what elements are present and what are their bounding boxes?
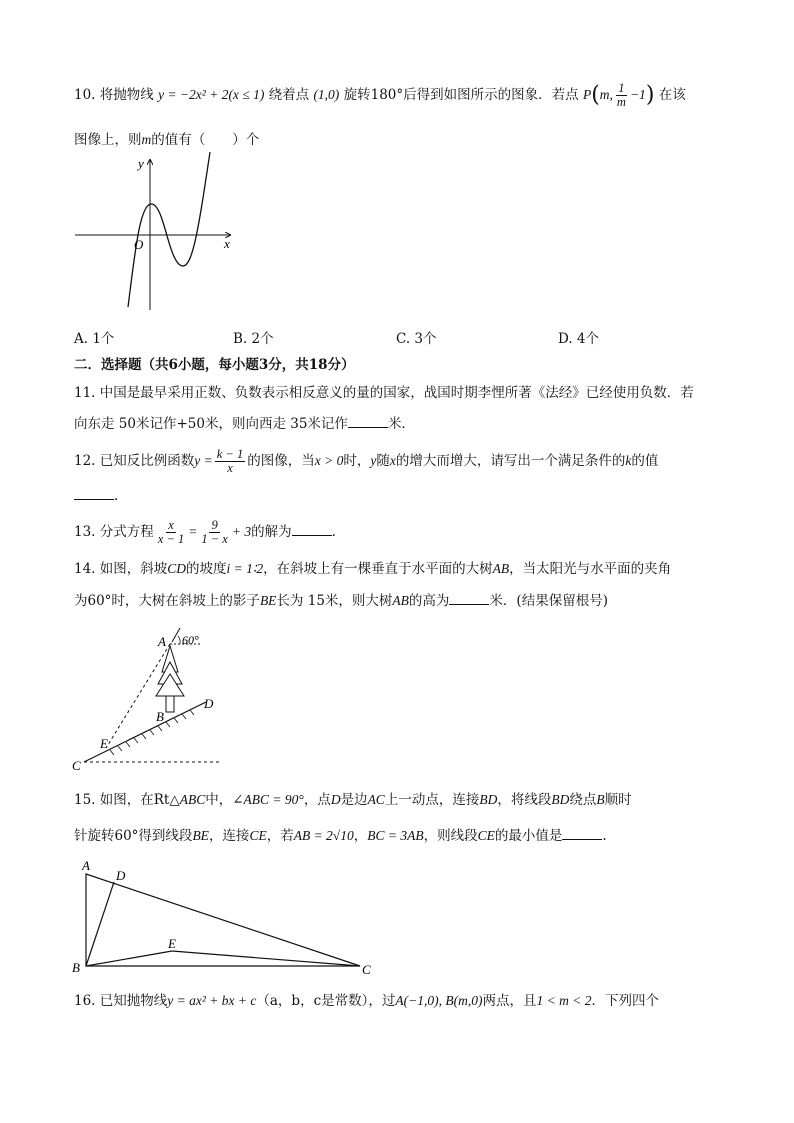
q10-option-b[interactable]: B. 2个 [233,331,274,347]
q15-l2e: ，则线段 [423,828,478,844]
sun-ray-incoming [172,628,180,642]
segment-bd [86,882,114,966]
q10-number: 10. [74,87,96,103]
q15-bd: BD [479,792,498,807]
q12-mid: 的图像，当 [247,453,315,469]
q12-den: x [227,461,233,475]
q16-pts: A(−1,0), B(m,0) [395,993,483,1008]
q10-p-tail: −1 [629,87,646,102]
q14-l1d: ，当太阳光与水平面的夹角 [509,561,672,577]
q13-plus: + 3 [231,524,252,539]
q15-be: BE [192,828,209,843]
q11-line2 [74,413,415,434]
q15-b: B [596,792,605,807]
q12-head: 12. 已知反比例函数 [74,453,195,469]
q14-line2 [74,590,608,611]
q13-tail: 的解为 [251,524,292,540]
label-d: D [204,696,214,711]
graph-y-label: y [138,156,144,171]
q13-answer-blank[interactable] [292,521,332,536]
segment-be [86,951,172,966]
q15-ce: CE [249,828,267,843]
q10-equation: y = −2x² + 2(x ≤ 1) [158,87,265,102]
q14-l1b: 的坡度 [186,561,227,577]
q15-l1g: 绕点 [569,792,597,808]
q10-p-label: P [582,87,592,102]
q13-line [74,519,336,546]
q10-text-a: 将抛物线 [99,87,154,103]
q12-line1 [74,448,658,475]
q14-ab2: AB [392,593,409,608]
q12-num: k − 1 [216,447,244,461]
q11-line2-a: 向东走 50米记作+50米，则向西走 35米记作 [74,416,348,432]
q12-tail: 的增大而增大，请写出一个满足条件的 [395,453,626,469]
q15-ce2: CE [477,828,495,843]
q13-d2: 1 − x [201,532,228,546]
q13-n2: 9 [211,518,218,532]
q12-mid2: 时， [343,453,371,469]
angle-arc [178,636,180,644]
q15-bd2: BD [551,792,570,807]
q10-option-a[interactable]: A. 1个 [74,331,115,347]
q15-abc: ABC [179,792,206,807]
q12-line2-end: . [114,488,119,504]
q11-answer-blank[interactable] [348,413,388,428]
label-a: A [158,634,166,649]
section-2-heading: 二．选择题（共6小题，每小题3分，共18分） [74,357,355,373]
q10-var-m: m [141,132,152,147]
q16-mid: （a，b，c是常数），过 [256,993,396,1009]
q15-l1c: ，点 [303,792,331,808]
q15-l1e: 上一动点，连接 [384,792,480,808]
label-angle: 60° [182,633,199,647]
q16-mid2: 两点，且 [482,993,537,1009]
q10-point: (1,0) [313,87,340,102]
label-b: B [156,709,164,724]
q13-frac1 [156,519,186,546]
q13-end: . [331,524,336,540]
q15-l1f: ，将线段 [497,792,552,808]
q15-ac: AC [367,792,385,807]
q12-y-eq: y = [194,453,213,468]
q10-line2 [74,130,259,150]
q15-l2c: ，若 [266,828,294,844]
q13-frac2 [199,519,229,546]
q15-line2 [74,825,607,846]
q14-ab: AB [492,561,510,576]
q10-p-m: m, [599,87,613,102]
q16-line1 [74,991,659,1011]
q12-cond: x > 0 [314,453,344,468]
q15-l1h: 顺时 [604,792,632,808]
q15-l2f: 的最小值是 [494,828,563,844]
q16-head: 16. 已知抛物线 [74,993,168,1009]
q10-option-c[interactable]: C. 3个 [396,331,437,347]
q14-l1c: ，在斜坡上有一棵垂直于水平面的大树 [263,561,493,577]
q15-l1a: 15. 如图，在Rt△ [74,792,180,808]
q14-l1a: 14. 如图，斜坡 [74,561,168,577]
q13-d1: x − 1 [157,532,185,546]
q15-d: D [330,792,341,807]
q15-l1b: 中， [205,792,233,808]
label-b: B [72,960,80,975]
label-e: E [168,936,176,951]
q15-bc-eq: BC = 3AB [367,828,424,843]
q15-line1 [74,790,632,810]
q14-l2c: 的高为 [408,593,450,609]
q12-line2 [74,485,118,506]
q12-y: y [370,453,377,468]
q10-option-d[interactable]: D. 4个 [558,331,600,347]
q16-cond: 1 < m < 2 [536,993,592,1008]
q14-cd: CD [167,561,187,576]
q13-eq: = [188,524,198,539]
label-e: E [100,736,108,751]
q15-l2d: ， [353,828,368,844]
q15-l1d: 是边 [340,792,368,808]
q15-triangle-figure [70,856,390,978]
label-c: C [362,962,371,977]
graph-x-label: x [224,236,230,251]
q15-angle: ∠ABC = 90° [232,792,304,807]
q16-tail: ．下列四个 [591,993,659,1009]
slope-hatches [110,710,194,755]
tree [156,646,184,712]
q10-text-d: 在该 [658,87,686,103]
q15-end: . [602,828,607,844]
q10-line1: 10. 将抛物线 y = −2x² + 2(x ≤ 1) 绕着点 (1,0) 旋转180°后得到如图所示的图象．若点 P(m, $\frac{1}{m}$ −1) 在该 [74,81,686,109]
slope-cd [84,702,206,762]
segment-ec [172,951,360,966]
q12-frac [215,448,245,475]
q12-mid3: 随 [376,453,390,469]
q13-head: 13. 分式方程 [74,524,154,540]
q13-n1: x [168,518,174,532]
q14-l2d: 米．(结果保留根号) [489,593,608,609]
q12-answer-blank[interactable] [74,485,114,500]
q14-answer-blank[interactable] [449,590,489,605]
q10-line2-text: 图像上，则 [74,132,142,148]
label-a: A [82,858,90,873]
q11-line2-b: 米． [387,416,415,432]
q16-eq: y = ax² + bx + c [167,993,257,1008]
q14-line1 [74,559,671,579]
q10-p-frac [615,82,628,109]
q10-line2-tail: 的值有（ ）个 [151,132,260,148]
curve [128,152,210,307]
q15-l2b: ，连接 [208,828,250,844]
q12-end: 的值 [631,453,659,469]
q14-slope-tree-figure [70,622,250,772]
q10-p-den: m [616,95,626,109]
graph-origin-label: O [134,237,144,252]
q11-line1: 11. 中国是最早采用正数、负数表示相反意义的量的国家，战国时期李悝所著《法经》已经使用负数．若 [74,385,694,401]
label-d: D [116,868,126,883]
q10-cubic-graph [70,152,245,314]
q14-be: BE [259,593,277,608]
q15-answer-blank[interactable] [562,825,602,840]
q12-x: x [389,453,396,468]
q14-l2a: 为60°时，大树在斜坡上的影子 [74,593,260,609]
q14-l2b: 长为 15米，则大树 [276,593,393,609]
q10-text-b: 绕着点 [268,87,310,103]
q15-l2a: 针旋转60°得到线段 [74,828,193,844]
q14-slope: i = 1∶2 [226,561,264,576]
triangle-abc [86,874,360,966]
q12-k: k [625,453,632,468]
q15-ab-eq: AB = 2√10 [293,828,354,843]
q10-text-c: 旋转180°后得到如图所示的图象．若点 [343,87,579,103]
label-c: C [72,758,81,772]
q10-p-num: 1 [618,81,625,95]
